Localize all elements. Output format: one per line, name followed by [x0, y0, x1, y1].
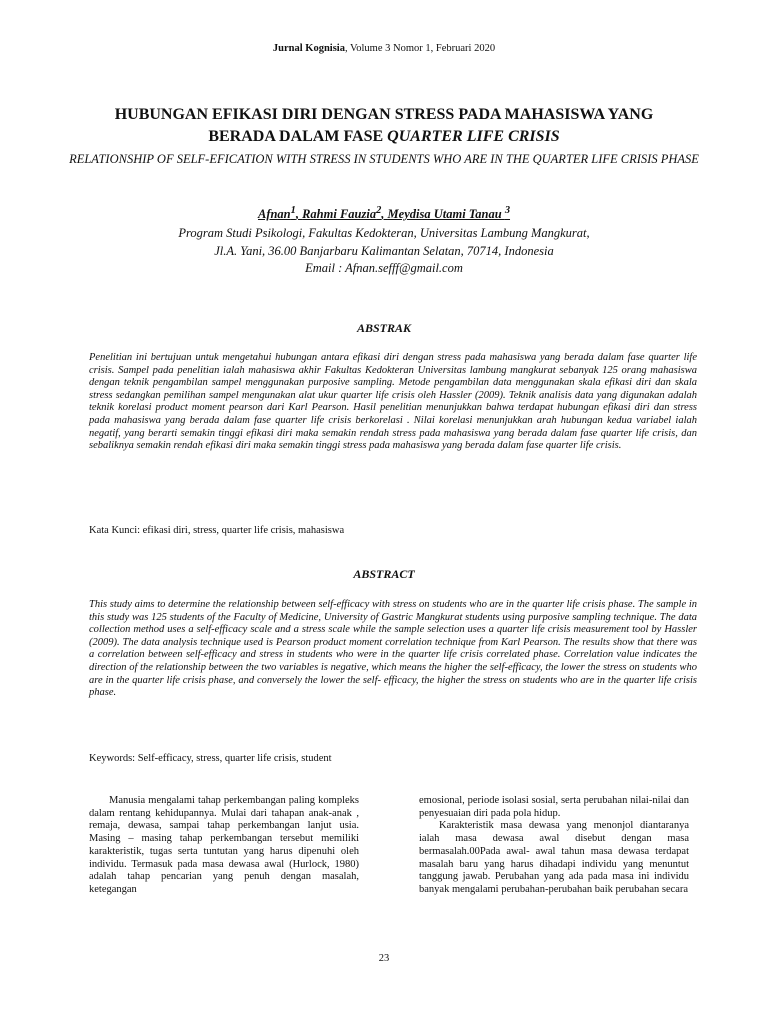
abstrak-heading: ABSTRAK [356, 321, 412, 335]
author-separator: , [381, 207, 388, 222]
title-line-2 [40, 126, 728, 148]
body-left-column: Manusia mengalami tahap perkembangan paling kompleks dalam rentang kehidupannya. Mulai dari tahapan anak-anak , remaja, dewasa, sampai tahap perkembangan lanjut usia. Masing – masing tahap perkembangan tersebut memiliki karakteristik, tugas serta tuntutan yang harus dipenuhi oleh individu. Termasuk pada masa dewasa awal (Hurlock, 1980) adalah tahap pencarian yang penuh dengan masalah, ketegangan [89, 795, 359, 895]
paper-subtitle: RELATIONSHIP OF SELF-EFICATION WITH STRESS IN STUDENTS WHO ARE IN THE QUARTER LIFE CRISIS PHASE [69, 152, 699, 166]
author-1-affiliation-mark: 1 [290, 205, 296, 216]
keywords: Keywords: Self-efficacy, stress, quarter life crisis, student [89, 753, 332, 764]
page-number: 23 [378, 953, 390, 964]
affiliation [0, 225, 768, 260]
journal-name: Jurnal Kognisia [272, 43, 345, 54]
author-list [0, 205, 768, 222]
running-head [0, 43, 768, 54]
abstract-heading: ABSTRACT [353, 567, 415, 581]
author-3-affiliation-mark: 3 [504, 205, 511, 216]
abstract-text: This study aims to determine the relationship between self-efficacy with stress on students who are in the quarter life crisis phase. The sample in this study was 125 students of the Faculty of Medicine, University of Gastric Mangkurat students using purposive sampling technique. The data collection method uses a self-efficacy scale and a stress scale while the sample selection uses a quarter life crisis measurement tool by Hassler (2009). The data analysis technique used is Pearson product moment correlation technique from Karl Pearson. The results show that there was a correlation between self-efficacy and stress in students who were in the quarter life crisis correlated phase. Correlation value indicates the direction of the relationship between the two variables is negative, which means the higher the self-efficacy, the lower the stress on students who are in the quarter life crisis phase, and conversely the lower the self- efficacy, the higher the stress on students who are in the quarter life crisis phase. [89, 599, 697, 699]
title-line-2-italic: QUARTER LIFE CRISIS [387, 128, 560, 145]
body-right-column [419, 795, 689, 897]
author-email: Email : Afnan.sefff@gmail.com [305, 261, 463, 275]
affiliation-line-2: Jl.A. Yani, 36.00 Banjarbaru Kalimantan Selatan, 70714, Indonesia [214, 243, 554, 258]
journal-issue: , Volume 3 Nomor 1, Februari 2020 [344, 43, 496, 54]
title-line-2-normal: BERADA DALAM FASE [208, 128, 388, 145]
author-1: Afnan [257, 207, 291, 222]
author-separator: , [295, 207, 303, 222]
kata-kunci: Kata Kunci: efikasi diri, stress, quarter life crisis, mahasiswa [89, 525, 345, 536]
body-right-paragraph-1: emosional, periode isolasi sosial, serta perubahan nilai-nilai dan penyesuaian diri pada pola hidup. [419, 795, 689, 819]
author-2: Rahmi Fauzia [302, 207, 377, 222]
abstrak-text: Penelitian ini bertujuan untuk mengetahui hubungan antara efikasi diri dengan stress pada mahasiswa yang berada dalam fase quarter life crisis. Sampel pada penelitian ialah mahasiswa akhir Fakultas Kedokteran Universitas lambung mangkurat sebanyak 125 orang mahasiswa dengan teknik pengambilan sampel menggunakan purposive sampling. Metode pengambilan data menggunakan skala efikasi diri dan skala stress sedangkan pemilihan sampel mengunakan alat ukur quarter life crisis oleh Hassler (2009). Teknik analisis data yang digunakan adalah teknik korelasi product moment pearson dari Karl Pearson. Hasil penelitian menunjukkan bahwa terdapat hubungan efikasi diri dan stress pada mahasiswa yang berada dalam fase quarter life crisis berkorelasi . Nilai korelasi menunjukkan arah hubungan kedua variabel ialah negatif, yang berarti semakin tinggi efikasi diri maka semakin rendah stress pada mahasiswa yang berada dalam fase quarter life crisis, dan sebaliknya semakin rendah efikasi diri maka semakin tinggi stress pada mahasiswa yang berada dalam fase quarter life crisis. [89, 352, 697, 452]
body-right-paragraph-2: Karakteristik masa dewasa yang menonjol diantaranya ialah masa dewasa awal disebut dengan masa bermasalah.00Pada awal- awal tahun masa dewasa terdapat masalah baru yang harus dihadapi individu yang menuntut tanggung jawab. Perubahan yang ada pada masa ini individu banyak mengalami perubahan-perubahan baik perubahan secara [419, 820, 689, 895]
author-3: Meydisa Utami Tanau [387, 207, 505, 222]
affiliation-line-1: Program Studi Psikologi, Fakultas Kedokteran, Universitas Lambung Mangkurat, [178, 226, 590, 240]
paper-title [40, 104, 728, 148]
author-2-affiliation-mark: 2 [376, 205, 382, 216]
title-line-1: HUBUNGAN EFIKASI DIRI DENGAN STRESS PADA MAHASISWA YANG [114, 106, 654, 123]
